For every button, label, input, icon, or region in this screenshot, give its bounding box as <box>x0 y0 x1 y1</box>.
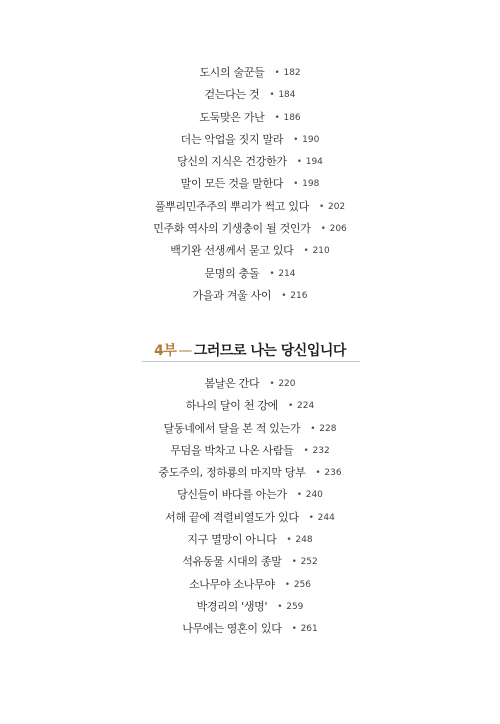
toc-entry-page: 190 <box>302 134 320 145</box>
toc-separator-dot: • <box>269 379 275 389</box>
toc-entry-page: 228 <box>319 423 337 434</box>
toc-entry-page: 224 <box>297 401 315 412</box>
toc-separator-dot: • <box>277 601 283 612</box>
toc-entry-title: 말이 모든 것을 말한다 <box>180 177 284 191</box>
toc-entry-page: 236 <box>324 468 342 479</box>
toc-entry <box>0 596 500 618</box>
toc-separator-dot: • <box>269 90 275 101</box>
toc-entry-page: 248 <box>295 535 313 546</box>
toc-separator-dot: • <box>320 224 326 235</box>
toc-entry <box>0 107 500 129</box>
toc-entry-page: 184 <box>278 90 296 101</box>
toc-separator-dot: • <box>310 423 316 434</box>
part-dash: — <box>178 343 192 359</box>
toc-separator-dot: • <box>296 157 302 168</box>
toc-entry-title: 백기완 선생께서 묻고 있다 <box>170 244 294 258</box>
toc-entry-page: 186 <box>283 112 301 123</box>
toc-entry-title: 걷는다는 것 <box>204 88 260 102</box>
toc-entry-page: 256 <box>293 579 311 590</box>
toc-entry-page: 220 <box>278 379 296 389</box>
toc-entry-title: 봄날은 간다 <box>204 377 260 390</box>
toc-section-part4 <box>0 373 500 641</box>
toc-separator-dot: • <box>293 179 299 190</box>
toc-entry-page: 261 <box>300 624 318 635</box>
toc-entry-title: 박경리의 '생명' <box>196 599 268 613</box>
toc-entry <box>0 62 500 84</box>
toc-entry <box>0 240 500 262</box>
part-heading-underline <box>142 361 360 362</box>
toc-entry <box>0 440 500 462</box>
toc-section-previous <box>0 62 500 307</box>
toc-entry <box>0 395 500 417</box>
toc-separator-dot: • <box>284 579 290 590</box>
toc-entry-page: 206 <box>329 224 347 235</box>
toc-separator-dot: • <box>274 68 280 78</box>
toc-entry-title: 민주화 역사의 기생충이 될 것인가 <box>153 222 311 236</box>
toc-entry <box>0 529 500 551</box>
toc-separator-dot: • <box>303 246 309 257</box>
toc-entry <box>0 173 500 195</box>
toc-separator-dot: • <box>315 468 321 479</box>
toc-entry-title: 가을과 겨울 사이 <box>192 288 272 302</box>
toc-entry <box>0 574 500 596</box>
toc-entry-page: 232 <box>312 445 330 456</box>
toc-separator-dot: • <box>286 535 292 546</box>
toc-entry-page: 194 <box>305 157 323 168</box>
toc-entry-page: 252 <box>300 557 318 568</box>
toc-entry-title: 서해 끝에 격렬비열도가 있다 <box>165 510 299 524</box>
toc-entry-page: 214 <box>278 268 296 279</box>
toc-entry <box>0 507 500 529</box>
toc-entry-title: 석유동물 시대의 종말 <box>182 555 282 569</box>
toc-separator-dot: • <box>288 401 294 412</box>
toc-entry-title: 하나의 달이 천 강에 <box>185 399 278 413</box>
toc-entry-title: 무덤을 박차고 나온 사람들 <box>170 443 294 457</box>
toc-entry <box>0 618 500 640</box>
toc-entry <box>0 263 500 285</box>
toc-entry-page: 182 <box>283 68 301 78</box>
toc-entry <box>0 151 500 173</box>
toc-entry <box>0 462 500 484</box>
part-heading <box>0 340 500 360</box>
toc-separator-dot: • <box>291 624 297 635</box>
toc-entry <box>0 484 500 506</box>
toc-separator-dot: • <box>269 268 275 279</box>
toc-entry-title: 도둑맞은 가난 <box>199 110 265 124</box>
toc-entry-title: 소나무야 소나무야 <box>188 577 275 591</box>
toc-entry-page: 240 <box>305 490 323 501</box>
toc-entry-page: 202 <box>327 201 346 212</box>
toc-entry-title: 지구 멸망이 아니다 <box>187 533 277 547</box>
toc-separator-dot: • <box>293 134 299 145</box>
toc-separator-dot: • <box>308 512 314 523</box>
toc-entry-title: 문명의 충돌 <box>204 266 260 280</box>
toc-separator-dot: • <box>291 557 297 568</box>
toc-separator-dot: • <box>274 112 280 123</box>
toc-entry-page: 216 <box>290 290 308 301</box>
toc-entry-title: 달동네에서 달을 본 적 있는가 <box>163 421 301 435</box>
toc-entry <box>0 129 500 151</box>
toc-entry <box>0 373 500 395</box>
toc-entry-title: 중도주의, 정하룡의 마지막 당부 <box>158 466 306 480</box>
toc-entry-title: 나무에는 영혼이 있다 <box>182 622 282 636</box>
toc-entry-title: 당신의 지식은 건강한가 <box>177 155 287 169</box>
toc-entry-title: 더는 악업을 짓지 말라 <box>180 132 284 146</box>
toc-entry-page: 198 <box>302 179 320 190</box>
toc-entry <box>0 418 500 440</box>
toc-entry <box>0 551 500 573</box>
toc-entry-title: 도시의 술꾼들 <box>199 66 265 79</box>
toc-separator-dot: • <box>296 490 302 501</box>
toc-entry <box>0 285 500 307</box>
toc-entry-title: 당신들이 바다를 아는가 <box>177 488 287 502</box>
toc-separator-dot: • <box>281 290 287 301</box>
toc-entry-title: 풀뿌리민주주의 뿌리가 썩고 있다 <box>154 199 309 213</box>
toc-entry-page: 244 <box>317 512 335 523</box>
toc-entry <box>0 196 500 218</box>
toc-separator-dot: • <box>318 201 324 212</box>
toc-entry <box>0 218 500 240</box>
part-number: 4부 <box>154 343 177 359</box>
toc-entry-page: 259 <box>286 601 304 612</box>
toc-entry <box>0 84 500 106</box>
toc-separator-dot: • <box>303 445 309 456</box>
toc-entry-page: 210 <box>312 246 330 257</box>
part-title: 그러므로 나는 당신입니다 <box>193 343 346 359</box>
